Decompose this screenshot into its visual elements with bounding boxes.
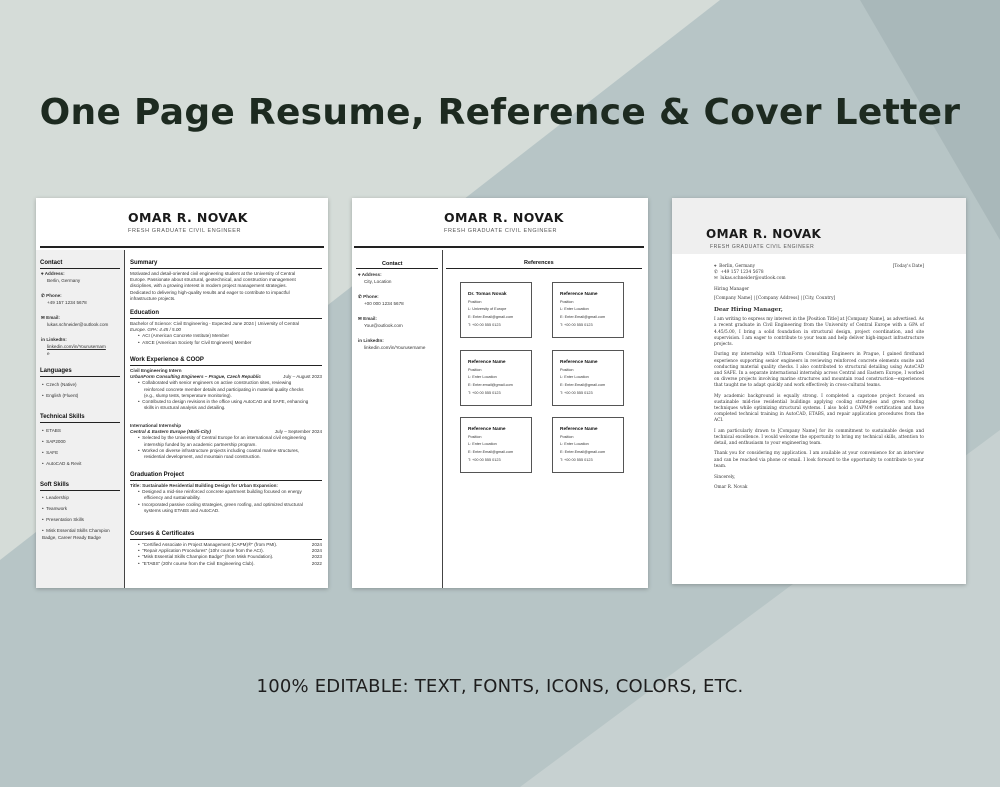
reference-card-email: E: Enter.Email@gmail.com: [468, 450, 514, 454]
soft-skill-text: Misk Essential Skills Champion Badge, Career Ready Badge: [42, 528, 110, 540]
linkedin-icon: in: [41, 337, 47, 342]
summary-rule: [130, 268, 322, 269]
address-label-text: Address:: [44, 271, 65, 276]
job-bullet-line: • Worked on diverse infrastructure projects including coastal marine structures,: [138, 447, 300, 453]
graduation-line: systems using ETABS and AutoCAD.: [144, 507, 220, 513]
tech-skill-item: • SAFE: [42, 450, 59, 455]
soft-skill-text: Leadership: [46, 495, 69, 500]
contact-heading: Contact: [382, 261, 403, 267]
job-bullet-text: Worked on diverse infrastructure projects including coastal marine structures,: [142, 447, 300, 453]
tech-skill-text: AutoCAD & Revit: [46, 461, 82, 466]
job-bullet-text: Selected by the University of Central Europe for an international civil engineering: [142, 435, 307, 441]
reference-card-name: Reference Name: [560, 292, 598, 297]
reference-card-email: E: Enter.Email@gmail.com: [560, 315, 606, 319]
phone-value: +00 000 1234 5678: [364, 301, 404, 306]
phone-label: [358, 294, 379, 300]
summary-line: Europe. Passionate about structural, geotechnical, and construction management: [130, 277, 296, 283]
summary-line: Motivated and detail-oriented civil engineering student at the University of Central: [130, 271, 296, 276]
soft-skills-rule: [40, 490, 120, 491]
references-rule: [446, 268, 642, 269]
job-dates: July – August 2023: [283, 374, 322, 380]
resume-name: OMAR R. NOVAK: [128, 210, 248, 225]
job-bullet-line: reinforced concrete member details and participating in material quality checks: [144, 386, 304, 392]
header-rule: [354, 246, 644, 248]
cover-letter-page: [672, 198, 966, 584]
course-text: "Certified Associate in Project Management (CAPM)®" (from PMI).: [142, 542, 278, 547]
degree-line: Bachelor of Science: Civil Engineering - Expected June 2024 | University of Central: [130, 321, 299, 326]
email-label: [358, 316, 377, 322]
cover-date: [Today's Date]: [892, 264, 924, 269]
reference-card-location: L: Enter Location: [468, 375, 497, 379]
header-rule: [40, 246, 324, 248]
course-year: 2024: [311, 542, 322, 547]
reference-card-position: Position: [468, 435, 482, 439]
reference-card-name: Reference Name: [560, 427, 598, 432]
soft-skill-text: Teamwork: [46, 506, 68, 511]
cover-signature: Omar R. Novak: [714, 485, 748, 491]
language-text: English (Fluent): [46, 393, 79, 398]
job-bullet-line: internship funded by an academic partnership program.: [144, 441, 257, 447]
tech-skill-text: SAP2000: [46, 439, 66, 444]
technical-skills-rule: [40, 422, 120, 423]
resume-page: [36, 198, 328, 588]
education-heading: Education: [130, 310, 160, 316]
references-heading: References: [524, 260, 554, 266]
headline: One Page Resume, Reference & Cover Letter: [39, 92, 961, 133]
soft-skill-item: • Leadership: [42, 495, 69, 500]
phone-icon: ✆: [41, 293, 47, 298]
language-item: • Czech (Native): [42, 382, 77, 387]
phone-value: +49 157 1234 5678: [47, 300, 87, 305]
graduation-title: Title: Sustainable Residential Building Design for Urban Expansion:: [130, 483, 278, 488]
soft-skill-item: • Presentation Skills: [42, 517, 84, 522]
reference-page: [352, 198, 648, 588]
job-dates: July – September 2024: [274, 429, 322, 435]
summary-line: infrastructure projects.: [130, 295, 176, 301]
experience-rule: [130, 365, 322, 366]
reference-card-email: E: Enter.email@gmail.com: [468, 383, 513, 387]
languages-rule: [40, 376, 120, 377]
courses-heading: Courses & Certificates: [130, 531, 195, 537]
summary-heading: Summary: [130, 260, 158, 266]
reference-card: [552, 417, 624, 473]
cover-recipient: Hiring Manager: [714, 286, 750, 292]
reference-card-name: Reference Name: [468, 360, 506, 365]
linkedin-label-text: LinkedIn:: [363, 338, 384, 343]
job-title: Civil Engineering Intern: [130, 368, 182, 373]
reference-card-location: L: University of Europe: [468, 307, 507, 311]
course-year: 2022: [311, 560, 322, 566]
reference-card-email: E: Enter.Email@gmail.com: [468, 315, 514, 319]
reference-card-location: L: Enter Location: [468, 442, 497, 446]
soft-skill-item: • Misk Essential Skills Champion Badge, Career Ready Badge: [42, 528, 110, 540]
graduation-line: • Designed a mid-rise reinforced concrete apartment building focused on energy: [138, 489, 302, 495]
reference-card-position: Position: [560, 300, 574, 304]
email-label-text: Email:: [46, 315, 60, 320]
education-rule: [130, 318, 322, 319]
soft-skills-heading: Soft Skills: [40, 482, 70, 488]
cover-salutation: Dear Hiring Manager,: [714, 307, 783, 314]
phone-label-text: Phone:: [46, 293, 62, 298]
job-bullet-line: residential development, and mountain road construction.: [144, 453, 261, 459]
language-text: Czech (Native): [46, 382, 77, 387]
course-year: 2023: [311, 554, 322, 560]
cover-role: FRESH GRADUATE CIVIL ENGINEER: [710, 244, 815, 250]
courses-rule: [130, 539, 322, 540]
reference-card-name: Reference Name: [468, 427, 506, 432]
cover-name: OMAR R. NOVAK: [706, 227, 822, 241]
contact-rule: [356, 268, 438, 269]
reference-card-phone: T: +00 00 555 0123: [560, 323, 593, 327]
job-bullet-line: • Selected by the University of Central Europe for an international civil engineering: [138, 435, 307, 441]
education-bullet-text: ASCE (American Society for Civil Engineers) Member: [142, 339, 252, 345]
graduation-heading: Graduation Project: [130, 472, 185, 478]
course-text: "ETABS" (20hr course from the Civil Engineering Club).: [142, 560, 255, 566]
linkedin-value[interactable]: linkedin.com/in/Yourusernam: [47, 344, 106, 349]
reference-role: FRESH GRADUATE CIVIL ENGINEER: [444, 228, 558, 234]
technical-skills-heading: Technical Skills: [40, 414, 85, 420]
reference-card-position: Position: [468, 300, 482, 304]
tech-skill-item: • ETABS: [42, 428, 61, 433]
tech-skill-text: ETABS: [46, 428, 61, 433]
language-item: • English (Fluent): [42, 393, 79, 398]
cover-address: Berlin, Germany: [719, 264, 756, 269]
reference-card: [460, 417, 532, 473]
graduation-line: • Incorporated passive cooling strategies, green roofing, and optimized structural: [138, 501, 303, 507]
reference-card: [460, 282, 532, 338]
cover-paragraph: During my internship with UrbanForm Consulting Engineers in Prague, I gained firsthand experience supporting senior engineers in reviewing reinforced concrete elements onsite and conducting material quality checks. I also contributed to structural detailing using AutoCAD and SAFE. In a separate international internship across Central and Eastern Europe, I worked on diverse projects involving marine structures and mountain road construction—experiences that taught me to adapt quickly and work effectively in cross-cultural teams.: [714, 352, 924, 389]
course-item: • "Certified Associate in Project Management (CAPM)®" (from PMI). 2024: [138, 542, 322, 547]
linkedin-label: [41, 337, 67, 343]
location-pin-icon: ⌖: [41, 271, 45, 276]
email-label: [41, 315, 60, 321]
reference-card-location: L: Enter Location: [560, 442, 589, 446]
phone-label-text: Phone:: [363, 294, 379, 299]
tech-skill-item: • SAP2000: [42, 439, 66, 444]
email-icon: ✉: [714, 276, 721, 282]
tech-skill-text: SAFE: [46, 450, 59, 455]
email-value: lukas.schneider@outlook.com: [47, 322, 109, 327]
reference-card-email: E: Enter.Email@gmail.com: [560, 383, 606, 387]
job-company: UrbanForm Consulting Engineers – Prague, Czech Republic: [130, 374, 261, 380]
reference-card-phone: T: +00 00 555 0123: [560, 391, 593, 395]
cover-contact-block: [714, 264, 924, 491]
reference-card-phone: T: +00 00 555 0123: [468, 323, 501, 327]
reference-card-name: Dr. Tomas Novak: [468, 292, 507, 297]
reference-card-position: Position: [560, 435, 574, 439]
job-bullet-line: skills in structural analysis and detailing.: [144, 405, 226, 411]
reference-card-phone: T: +00 00 555 0123: [468, 391, 501, 395]
contact-heading: Contact: [40, 260, 63, 266]
graduation-line-text: Incorporated passive cooling strategies, green roofing, and optimized structural: [142, 501, 303, 507]
reference-card-email: E: Enter.Email@gmail.com: [560, 450, 606, 454]
address-label: [358, 272, 382, 278]
cover-company-line: [Company Name] | [Company Address] | [City, Country]: [714, 295, 836, 301]
column-divider: [124, 250, 125, 588]
job-1: [130, 368, 322, 411]
cover-email-line: [714, 276, 924, 282]
address-label: [41, 271, 65, 277]
course-item: • "Misk Essential Skills Champion Badge" (from Misk Foundation). 2023: [138, 554, 322, 560]
phone-icon: ✆: [358, 294, 364, 299]
job-bullet-line: (e.g., slump tests, temperature monitoring).: [144, 392, 232, 398]
course-text: "Repair Application Procedures" (10hr course from the ACI).: [142, 548, 264, 554]
email-value: Your@outlook.com: [364, 323, 403, 328]
column-divider: [442, 250, 443, 588]
linkedin-label: [358, 338, 384, 344]
contact-rule: [40, 268, 120, 269]
address-value: City, Location: [364, 279, 392, 284]
reference-card: [552, 282, 624, 338]
cover-email: lukas.schneider@outlook.com: [720, 276, 786, 282]
reference-card-location: L: Enter Location: [560, 375, 589, 379]
education-bullet-text: ACI (American Concrete Institute) Member: [142, 333, 229, 339]
experience-heading: Work Experience & COOP: [130, 357, 204, 363]
graduation-line-text: Designed a mid-rise reinforced concrete apartment building focused on energy: [142, 489, 302, 495]
job-title: International Internship: [130, 423, 182, 428]
reference-card: [552, 350, 624, 406]
footer-tagline: 100% EDITABLE: TEXT, FONTS, ICONS, COLORS, ETC.: [256, 676, 744, 697]
email-icon: ✉: [358, 316, 364, 321]
email-icon: ✉: [41, 315, 47, 320]
location-pin-icon: ⌖: [358, 272, 362, 277]
reference-card-location: L: Enter Location: [560, 307, 589, 311]
linkedin-value-tail: e: [47, 351, 50, 356]
soft-skill-item: • Teamwork: [42, 506, 68, 511]
education-text: [130, 321, 322, 346]
address-label-text: Address:: [361, 272, 382, 277]
reference-name: OMAR R. NOVAK: [444, 210, 564, 225]
tech-skill-item: • AutoCAD & Revit: [42, 461, 82, 466]
courses-list: [130, 542, 322, 567]
cover-paragraph: My academic background is equally strong. I completed a capstone project focused on sustainable mid-rise residential buildings applying cooling strategies and green roofing techniques while optimizing structural systems. I also hold a CAPM® certification and have completed technical training in AutoCAD, ETABS, and repair application procedures from the ACI.: [714, 393, 924, 424]
course-year: 2024: [311, 548, 322, 554]
graduation-rule: [130, 480, 322, 481]
address-value: Berlin, Germany: [47, 278, 81, 283]
summary-text: [130, 271, 322, 302]
job-bullet-text: Contributed to design revisions in the office using AutoCAD and SAFE, enhancing: [142, 398, 309, 404]
phone-icon: ✆: [714, 270, 721, 276]
cover-paragraph: Thank you for considering my application. I am available at your convenience for an interview and can be reached via phone or email. I look forward to the opportunity to contribute to your team.: [714, 451, 924, 469]
cover-closing: Sincerely,: [714, 475, 736, 481]
summary-line: disciplines, with a growing interest in modern project management strategies.: [130, 283, 287, 289]
cover-phone: +49 157 1234 5678: [720, 270, 764, 276]
reference-card-phone: T: +00 00 555 0123: [468, 458, 501, 462]
phone-label: [41, 293, 62, 299]
job-bullet-text: Collaborated with senior engineers on active construction sites, reviewing: [142, 380, 292, 386]
location-pin-icon: ⌖: [714, 264, 720, 269]
reference-card: [460, 350, 532, 406]
reference-card-position: Position: [560, 368, 574, 372]
resume-role: FRESH GRADUATE CIVIL ENGINEER: [128, 228, 242, 234]
course-text: "Misk Essential Skills Champion Badge" (from Misk Foundation).: [142, 554, 274, 560]
linkedin-label-text: LinkedIn:: [46, 337, 67, 342]
course-item: • "ETABS" (20hr course from the Civil Engineering Club). 2022: [138, 560, 322, 566]
languages-heading: Languages: [40, 368, 72, 374]
email-label-text: Email:: [363, 316, 377, 321]
reference-card-name: Reference Name: [560, 360, 598, 365]
course-item: • "Repair Application Procedures" (10hr course from the ACI). 2024: [138, 548, 322, 554]
graduation-text: [130, 483, 322, 514]
reference-card-position: Position: [468, 368, 482, 372]
job-2: [130, 423, 322, 460]
graduation-line: efficiency and sustainability.: [144, 495, 201, 501]
cover-paragraph: I am particularly drawn to [Company Name] for its commitment to sustainable design and technical excellence. I would welcome the opportunity to bring my technical skills, attention to detail, and enthusiasm to your engineering team.: [714, 428, 924, 447]
cover-paragraph: I am writing to express my interest in the [Position Title] at [Company Name], as advertised. As a recent graduate in Civil Engineering from the University of Central Europe with a GPA of 4.45/5.00, I bring a solid foundation in structural design, project coordination, and site supervision. I am eager to contribute to your team and help deliver high-impact infrastructure projects.: [714, 317, 924, 348]
education-bullet: • ASCE (American Society for Civil Engineers) Member: [138, 339, 252, 345]
soft-skill-text: Presentation Skills: [46, 517, 84, 522]
summary-line: Dedicated to delivering high-quality results and eager to contribute to impactful: [130, 289, 290, 295]
linkedin-value[interactable]: linkedin.com/in/Yourusername: [364, 345, 426, 350]
job-company: Central & Eastern Europe (Multi-City): [130, 429, 211, 435]
job-bullet-line: • Collaborated with senior engineers on active construction sites, reviewing: [138, 380, 292, 386]
linkedin-icon: in: [358, 338, 364, 343]
job-bullet-line: • Contributed to design revisions in the office using AutoCAD and SAFE, enhancing: [138, 398, 309, 404]
education-bullet: • ACI (American Concrete Institute) Member: [138, 333, 229, 339]
reference-card-phone: T: +00 00 555 0123: [560, 458, 593, 462]
degree-line-2: Europe. GPA: 4.45 / 5.00: [130, 327, 181, 333]
